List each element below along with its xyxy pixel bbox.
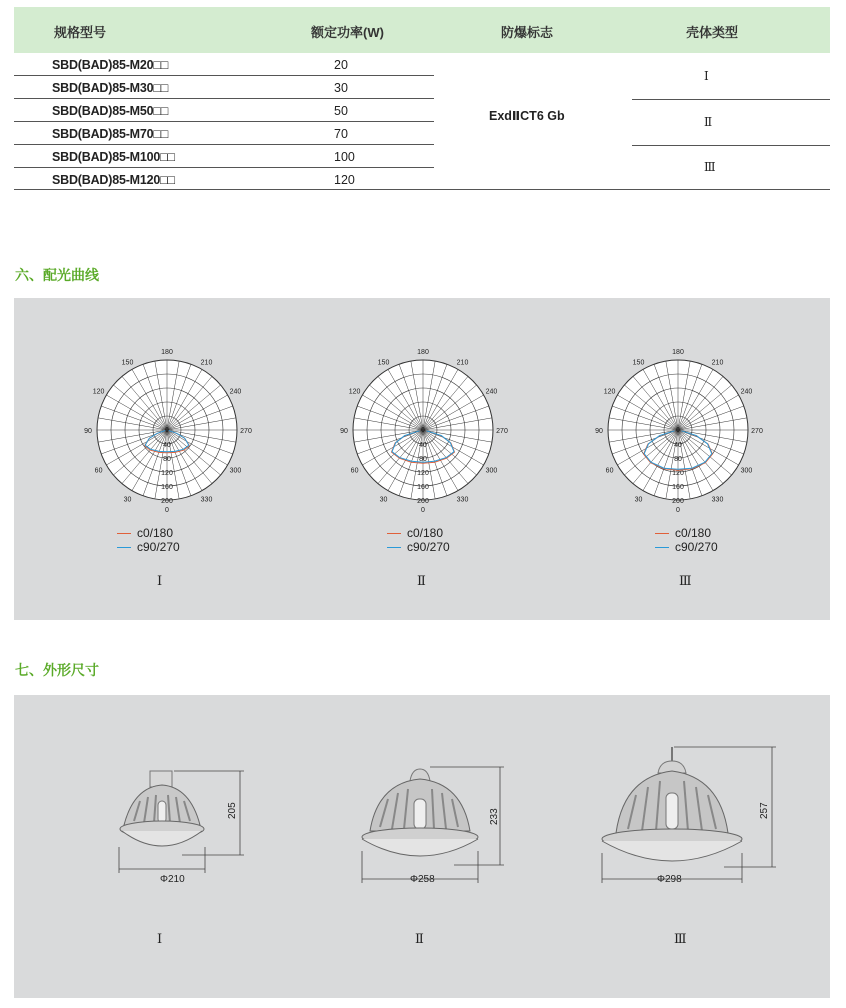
radial-label: 160 bbox=[161, 484, 173, 491]
legend-item bbox=[655, 526, 718, 540]
width-dimension: Φ258 bbox=[410, 874, 435, 885]
angle-label: 60 bbox=[605, 467, 614, 475]
radial-label: 80 bbox=[419, 456, 427, 463]
angle-label: 270 bbox=[240, 428, 252, 435]
angle-label: 300 bbox=[229, 467, 242, 475]
radial-label: 120 bbox=[161, 470, 173, 477]
lamp-drawing-3 bbox=[594, 745, 784, 895]
angle-label: 120 bbox=[92, 388, 105, 396]
angle-label: 270 bbox=[751, 428, 763, 435]
angle-label: 180 bbox=[672, 349, 684, 356]
angle-label: 90 bbox=[595, 428, 603, 435]
legend-label: c0/180 bbox=[407, 526, 444, 540]
angle-label: 210 bbox=[711, 359, 724, 367]
power-cell: 70 bbox=[334, 127, 348, 141]
header-power: 额定功率(W) bbox=[311, 25, 384, 40]
radial-label: 40 bbox=[163, 442, 171, 449]
angle-label: 330 bbox=[200, 496, 213, 504]
angle-label: 30 bbox=[634, 496, 643, 504]
height-dimension: 233 bbox=[489, 808, 500, 825]
legend-swatch-c90 bbox=[117, 547, 131, 548]
housing-type: Ⅱ bbox=[704, 115, 713, 129]
height-dimension: 205 bbox=[227, 802, 238, 819]
table-row bbox=[14, 122, 434, 145]
lamp-label: Ⅲ bbox=[674, 932, 687, 947]
legend-item bbox=[655, 540, 718, 554]
angle-label: 180 bbox=[417, 349, 429, 356]
angle-label: 240 bbox=[229, 388, 242, 396]
legend-swatch-c90 bbox=[387, 547, 401, 548]
radial-label: 0 bbox=[165, 427, 169, 434]
table-header bbox=[14, 7, 830, 53]
angle-label: 120 bbox=[603, 388, 616, 396]
table-row bbox=[14, 53, 434, 76]
legend-swatch-c0 bbox=[117, 533, 131, 534]
legend-label: c0/180 bbox=[675, 526, 712, 540]
model-cell: SBD(BAD)85-M30□□ bbox=[52, 81, 169, 95]
legend-label: c90/270 bbox=[137, 540, 180, 554]
housing-type: Ⅰ bbox=[704, 69, 709, 83]
angle-label: 120 bbox=[348, 388, 361, 396]
lamp-label: Ⅰ bbox=[157, 932, 163, 947]
legend-item bbox=[117, 526, 180, 540]
angle-label: 150 bbox=[121, 359, 134, 367]
model-cell: SBD(BAD)85-M120□□ bbox=[52, 173, 175, 187]
dimensions-panel bbox=[14, 695, 830, 998]
housing-divider bbox=[632, 145, 830, 146]
polar-chart bbox=[84, 349, 252, 518]
angle-label: 210 bbox=[200, 359, 213, 367]
angle-label: 240 bbox=[740, 388, 753, 396]
legend-item bbox=[387, 540, 450, 554]
angle-label: 330 bbox=[456, 496, 469, 504]
radial-label: 200 bbox=[417, 498, 429, 505]
angle-label: 180 bbox=[161, 349, 173, 356]
polar-chart bbox=[595, 349, 763, 518]
explosion-mark: ExdⅡCT6 Gb bbox=[489, 109, 565, 123]
angle-label: 150 bbox=[632, 359, 645, 367]
angle-label: 0 bbox=[421, 507, 425, 514]
height-dimension: 257 bbox=[759, 802, 770, 819]
power-cell: 120 bbox=[334, 173, 355, 187]
angle-label: 60 bbox=[350, 467, 359, 475]
angle-label: 60 bbox=[94, 467, 103, 475]
angle-label: 300 bbox=[485, 467, 498, 475]
angle-label: 150 bbox=[377, 359, 390, 367]
legend-label: c90/270 bbox=[675, 540, 718, 554]
chart-label: Ⅱ bbox=[417, 574, 426, 589]
model-cell: SBD(BAD)85-M20□□ bbox=[52, 58, 169, 72]
legend bbox=[117, 526, 180, 554]
section-title-dimensions: 七、外形尺寸 bbox=[15, 662, 99, 678]
angle-label: 90 bbox=[84, 428, 92, 435]
radial-label: 80 bbox=[674, 456, 682, 463]
light-distribution-panel bbox=[14, 298, 830, 620]
radial-label: 120 bbox=[672, 470, 684, 477]
table-row bbox=[14, 145, 434, 168]
angle-label: 240 bbox=[485, 388, 498, 396]
angle-label: 270 bbox=[496, 428, 508, 435]
angle-label: 90 bbox=[340, 428, 348, 435]
radial-label: 0 bbox=[421, 427, 425, 434]
table-row bbox=[14, 168, 434, 190]
table-body bbox=[14, 53, 830, 191]
legend bbox=[387, 526, 450, 554]
lamp-label: Ⅱ bbox=[415, 932, 424, 947]
housing-type: Ⅲ bbox=[704, 160, 716, 174]
angle-label: 30 bbox=[379, 496, 388, 504]
table-row bbox=[14, 76, 434, 99]
table-row bbox=[14, 99, 434, 122]
model-cell: SBD(BAD)85-M50□□ bbox=[52, 104, 169, 118]
radial-label: 200 bbox=[672, 498, 684, 505]
radial-label: 120 bbox=[417, 470, 429, 477]
header-model: 规格型号 bbox=[54, 25, 107, 40]
chart-label: Ⅲ bbox=[679, 574, 692, 589]
legend-label: c0/180 bbox=[137, 526, 174, 540]
radial-label: 40 bbox=[419, 442, 427, 449]
legend-item bbox=[387, 526, 450, 540]
angle-label: 0 bbox=[165, 507, 169, 514]
model-cell: SBD(BAD)85-M100□□ bbox=[52, 150, 175, 164]
model-cell: SBD(BAD)85-M70□□ bbox=[52, 127, 169, 141]
angle-label: 330 bbox=[711, 496, 724, 504]
legend-swatch-c0 bbox=[387, 533, 401, 534]
legend-swatch-c0 bbox=[655, 533, 669, 534]
power-cell: 50 bbox=[334, 104, 348, 118]
header-mark: 防爆标志 bbox=[501, 25, 554, 40]
power-cell: 30 bbox=[334, 81, 348, 95]
polar-chart bbox=[340, 349, 508, 518]
spec-table bbox=[14, 7, 830, 191]
legend bbox=[655, 526, 718, 554]
legend-swatch-c90 bbox=[655, 547, 669, 548]
housing-divider bbox=[632, 99, 830, 100]
angle-label: 210 bbox=[456, 359, 469, 367]
angle-label: 300 bbox=[740, 467, 753, 475]
radial-label: 80 bbox=[163, 456, 171, 463]
header-housing: 壳体类型 bbox=[686, 25, 739, 40]
width-dimension: Φ298 bbox=[657, 874, 682, 885]
power-cell: 100 bbox=[334, 150, 355, 164]
radial-label: 40 bbox=[674, 442, 682, 449]
chart-label: Ⅰ bbox=[157, 574, 163, 589]
angle-label: 30 bbox=[123, 496, 132, 504]
legend-item bbox=[117, 540, 180, 554]
angle-label: 0 bbox=[676, 507, 680, 514]
radial-label: 200 bbox=[161, 498, 173, 505]
width-dimension: Φ210 bbox=[160, 874, 185, 885]
radial-label: 0 bbox=[676, 427, 680, 434]
radial-label: 160 bbox=[417, 484, 429, 491]
legend-label: c90/270 bbox=[407, 540, 450, 554]
power-cell: 20 bbox=[334, 58, 348, 72]
section-title-light-distribution: 六、配光曲线 bbox=[15, 267, 99, 283]
radial-label: 160 bbox=[672, 484, 684, 491]
table-bottom-rule bbox=[14, 189, 830, 190]
